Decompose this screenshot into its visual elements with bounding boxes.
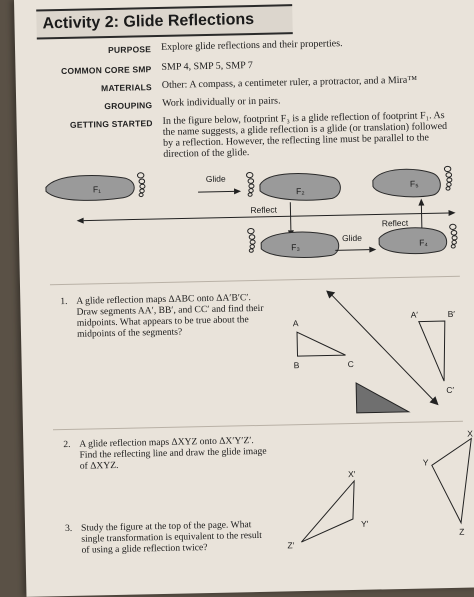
materials-label: MATERIALS: [101, 82, 152, 94]
label-z: Z: [459, 526, 465, 537]
q3-number: 3.: [64, 522, 73, 535]
footprint-f2: [246, 171, 340, 202]
label-c-prime: C′: [446, 384, 455, 396]
triangle-xyz: [431, 439, 473, 524]
label-a-prime: A′: [410, 309, 419, 320]
q2-number: 2.: [63, 438, 71, 451]
glide-top-arrow: [198, 191, 234, 192]
glide-top-arrowhead: [234, 188, 241, 194]
f4-label: F₄: [419, 237, 428, 248]
q2-text: A glide reflection maps ΔXYZ onto ΔX′Y′Z′. Find the reflecting line and draw the glide image of ΔXYZ.: [79, 435, 267, 472]
getting-started-value: In the figure below, footprint F₃ is a glide reflection of footprint F₁. As the name suggests, a glide reflection is a glide (or translation) followed by a reflection. However, the reflecting line must be parallel to the direction of the glide.: [162, 110, 448, 160]
q3-text: Study the figure at the top of the page. What single transformation is equivalent to the result of using a glide reflection twice?: [80, 519, 263, 556]
q1-reflecting-line: [330, 291, 434, 403]
triangle-abc: [297, 331, 345, 356]
footprint-f5: [373, 166, 453, 197]
reflect-left-label: Reflect: [250, 204, 278, 216]
triangle-a2b2c2: [419, 321, 446, 382]
glide-top-label: Glide: [205, 173, 226, 185]
shaded-triangle: [356, 382, 409, 413]
label-a: A: [292, 318, 299, 329]
label-y: Y: [422, 457, 429, 468]
f2-label: F₂: [295, 185, 305, 197]
q2-figure: [279, 426, 474, 560]
activity-title: Activity 2: Glide Reflections: [36, 4, 293, 39]
q1-text: A glide reflection maps ΔABC onto ΔA′B′C′. Draw segments AA′, BB′, and CC′ and find their midpoints. What appears to be true about the midpoints of the segments?: [76, 292, 264, 340]
label-b-prime: B′: [447, 308, 456, 319]
label-x: X: [467, 428, 473, 439]
worksheet-page: [14, 0, 474, 597]
f5-label: F₅: [409, 178, 419, 189]
grouping-label: GROUPING: [104, 100, 153, 112]
q1-number: 1.: [60, 295, 68, 308]
glide-bottom-arrowhead: [369, 246, 376, 252]
reflect-up-arrowhead: [418, 198, 424, 205]
reflect-up-arrow: [421, 206, 422, 230]
grouping-value: Work individually or in pairs.: [162, 95, 281, 109]
materials-value: Other: A compass, a centimeter ruler, a protractor, and a Mira™: [161, 74, 418, 91]
glide-bottom-arrow: [335, 250, 369, 251]
footprint-figure: [38, 161, 470, 280]
smp-label: COMMON CORE SMP: [61, 64, 152, 77]
f3-label: F₃: [291, 242, 300, 253]
q1-figure: [282, 280, 474, 424]
glide-bottom-label: Glide: [341, 232, 363, 244]
purpose-value: Explore glide reflections and their properties.: [160, 38, 343, 53]
label-c: C: [347, 358, 354, 370]
label-b: B: [293, 360, 300, 371]
smp-value: SMP 4, SMP 5, SMP 7: [161, 60, 253, 73]
triangle-x2y2z2: [300, 481, 355, 542]
footprint-f4: [379, 224, 458, 254]
footprint-f1: [46, 173, 146, 202]
purpose-label: PURPOSE: [107, 44, 152, 56]
label-x-prime: X′: [347, 468, 356, 480]
f1-label: F₁: [92, 184, 102, 195]
label-y-prime: Y′: [360, 518, 369, 529]
label-z-prime: Z′: [287, 540, 295, 551]
reflecting-line-right-arrowhead: [448, 210, 455, 216]
getting-started-label: GETTING STARTED: [69, 118, 153, 130]
reflect-right-label: Reflect: [381, 217, 409, 229]
reflect-down-arrow: [290, 202, 291, 230]
reflecting-line-left-arrowhead: [77, 218, 84, 224]
